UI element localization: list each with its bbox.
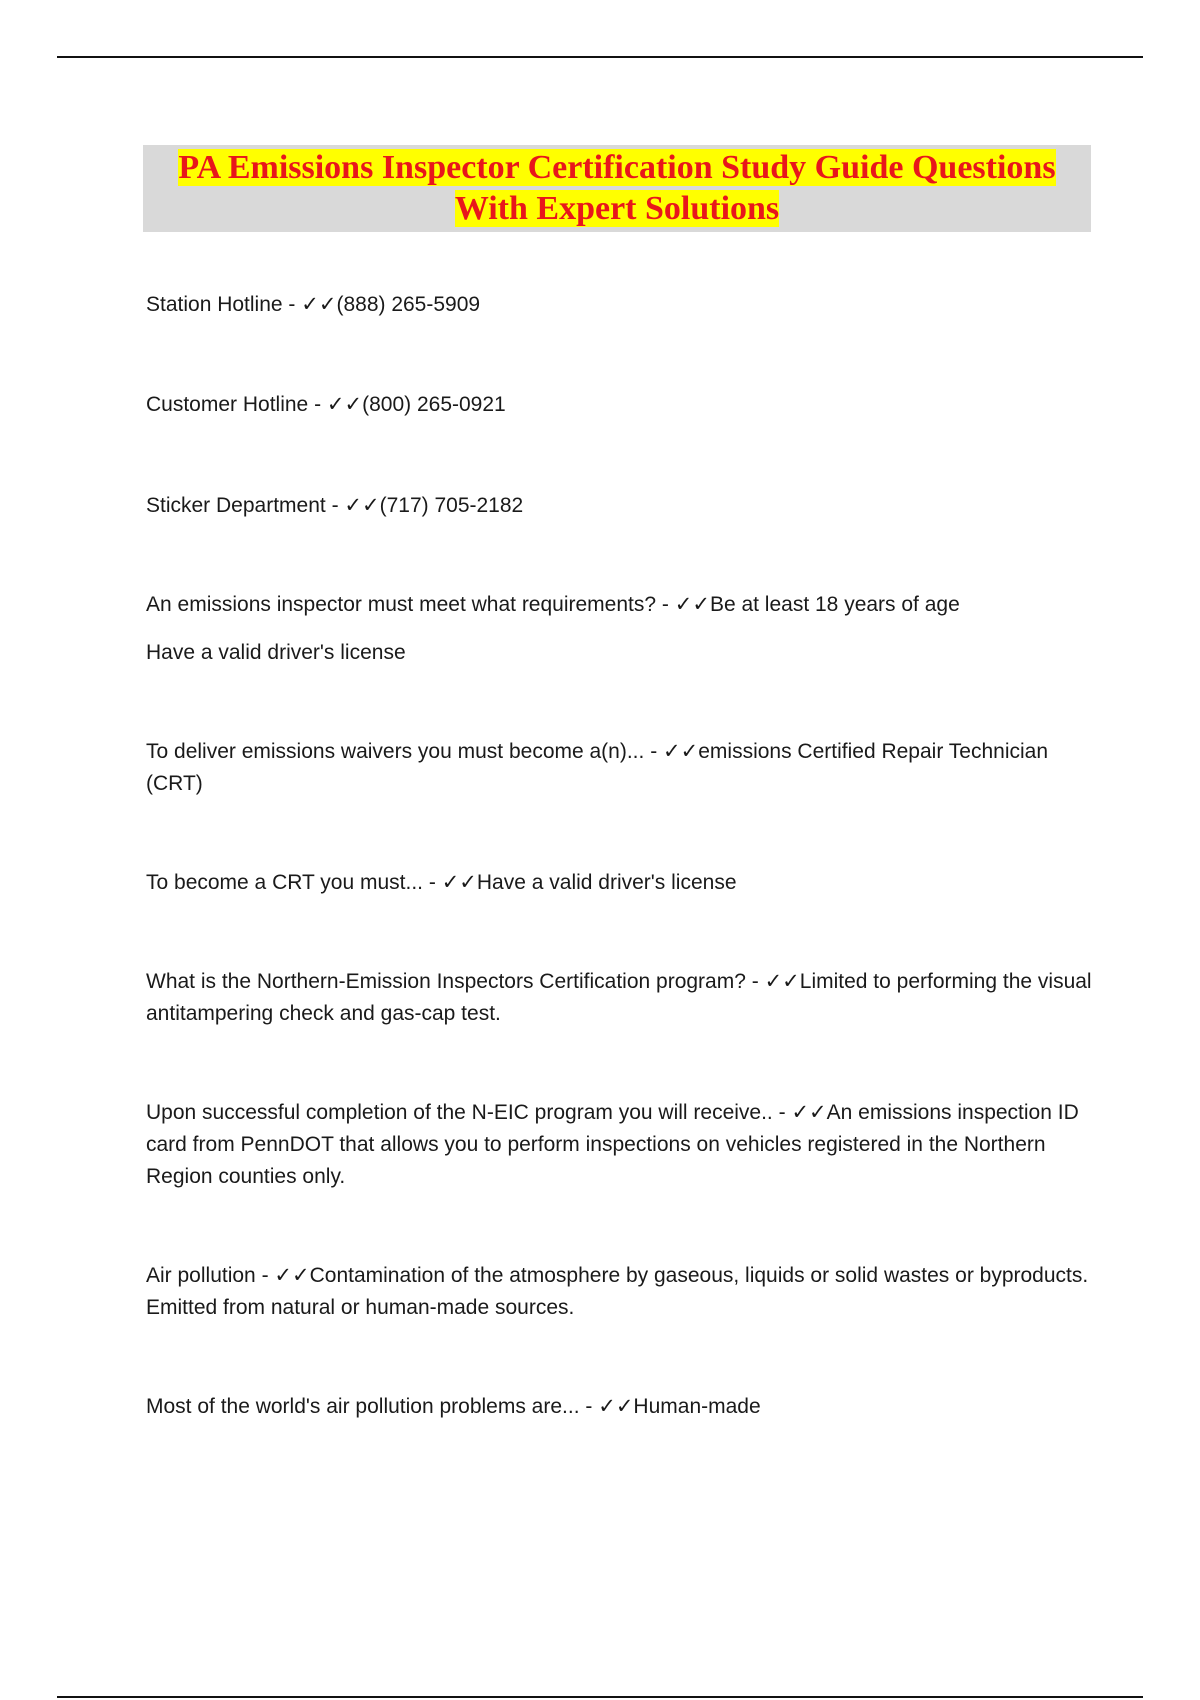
qa-item-neic-program [146,966,1096,1030]
qa-item-neic-completion [146,1097,1096,1193]
separator: - [255,1264,275,1287]
answer: Human-made [633,1395,761,1418]
checkmark-icon: ✓✓ [441,871,477,894]
qa-item-customer-hotline [146,389,1096,421]
qa-item-station-hotline [146,289,1096,321]
question: An emissions inspector must meet what requirements? [146,593,657,616]
checkmark-icon: ✓✓ [326,393,363,416]
answer: emissions Certified Repair Technician (CRT) [146,740,1049,795]
answer: Limited to performing the visual antitampering check and gas-cap test. [146,970,1092,1025]
question: Sticker Department [146,494,326,517]
separator: - [644,740,664,763]
question: What is the Northern-Emission Inspectors Certification program? [146,970,746,993]
checkmark-icon: ✓✓ [301,293,337,316]
question: Air pollution [146,1264,256,1287]
qa-item-inspector-requirements [146,589,1096,669]
answer: Contamination of the atmosphere by gaseous, liquids or solid wastes or byproducts. Emitted from natural or human-made sources. [146,1264,1089,1319]
answer-continuation: Have a valid driver's license [146,641,406,664]
separator: - [656,593,675,616]
separator: - [579,1395,599,1418]
answer: (800) 265-0921 [362,393,506,416]
question: To become a CRT you must... [146,871,424,894]
answer: Be at least 18 years of age [709,593,960,616]
checkmark-icon: ✓✓ [663,740,699,763]
separator: - [308,393,327,416]
top-rule [57,56,1143,58]
question: Most of the world's air pollution problems are... [146,1395,580,1418]
separator: - [282,293,302,316]
bottom-rule [57,1696,1143,1698]
document-title [143,145,1091,232]
question: Upon successful completion of the N-EIC program you will receive.. [146,1101,773,1124]
qa-item-sticker-department [146,490,1096,522]
answer: (717) 705-2182 [379,494,524,517]
answer: (888) 265-5909 [336,293,481,316]
title-line-2: With Expert Solutions [454,190,780,227]
qa-item-emissions-waivers [146,736,1096,800]
separator: - [745,970,765,993]
checkmark-icon: ✓✓ [674,593,710,616]
checkmark-icon: ✓✓ [344,494,380,517]
separator: - [325,494,345,517]
qa-item-air-pollution [146,1260,1096,1324]
checkmark-icon: ✓✓ [274,1264,310,1287]
answer: An emissions inspection ID card from PennDOT that allows you to perform inspections on vehicles registered in the Northern Region counties only. [146,1101,1079,1188]
question: To deliver emissions waivers you must become a(n)... [146,740,645,763]
separator: - [423,871,442,894]
qa-item-pollution-problems [146,1391,1096,1423]
checkmark-icon: ✓✓ [791,1101,827,1124]
checkmark-icon: ✓✓ [598,1395,634,1418]
question: Customer Hotline [146,393,309,416]
separator: - [772,1101,792,1124]
checkmark-icon: ✓✓ [764,970,800,993]
title-line-1: PA Emissions Inspector Certification Study Guide Questions [178,149,1056,186]
question: Station Hotline [146,293,283,316]
qa-item-become-crt [146,867,1096,899]
answer: Have a valid driver's license [476,871,737,894]
